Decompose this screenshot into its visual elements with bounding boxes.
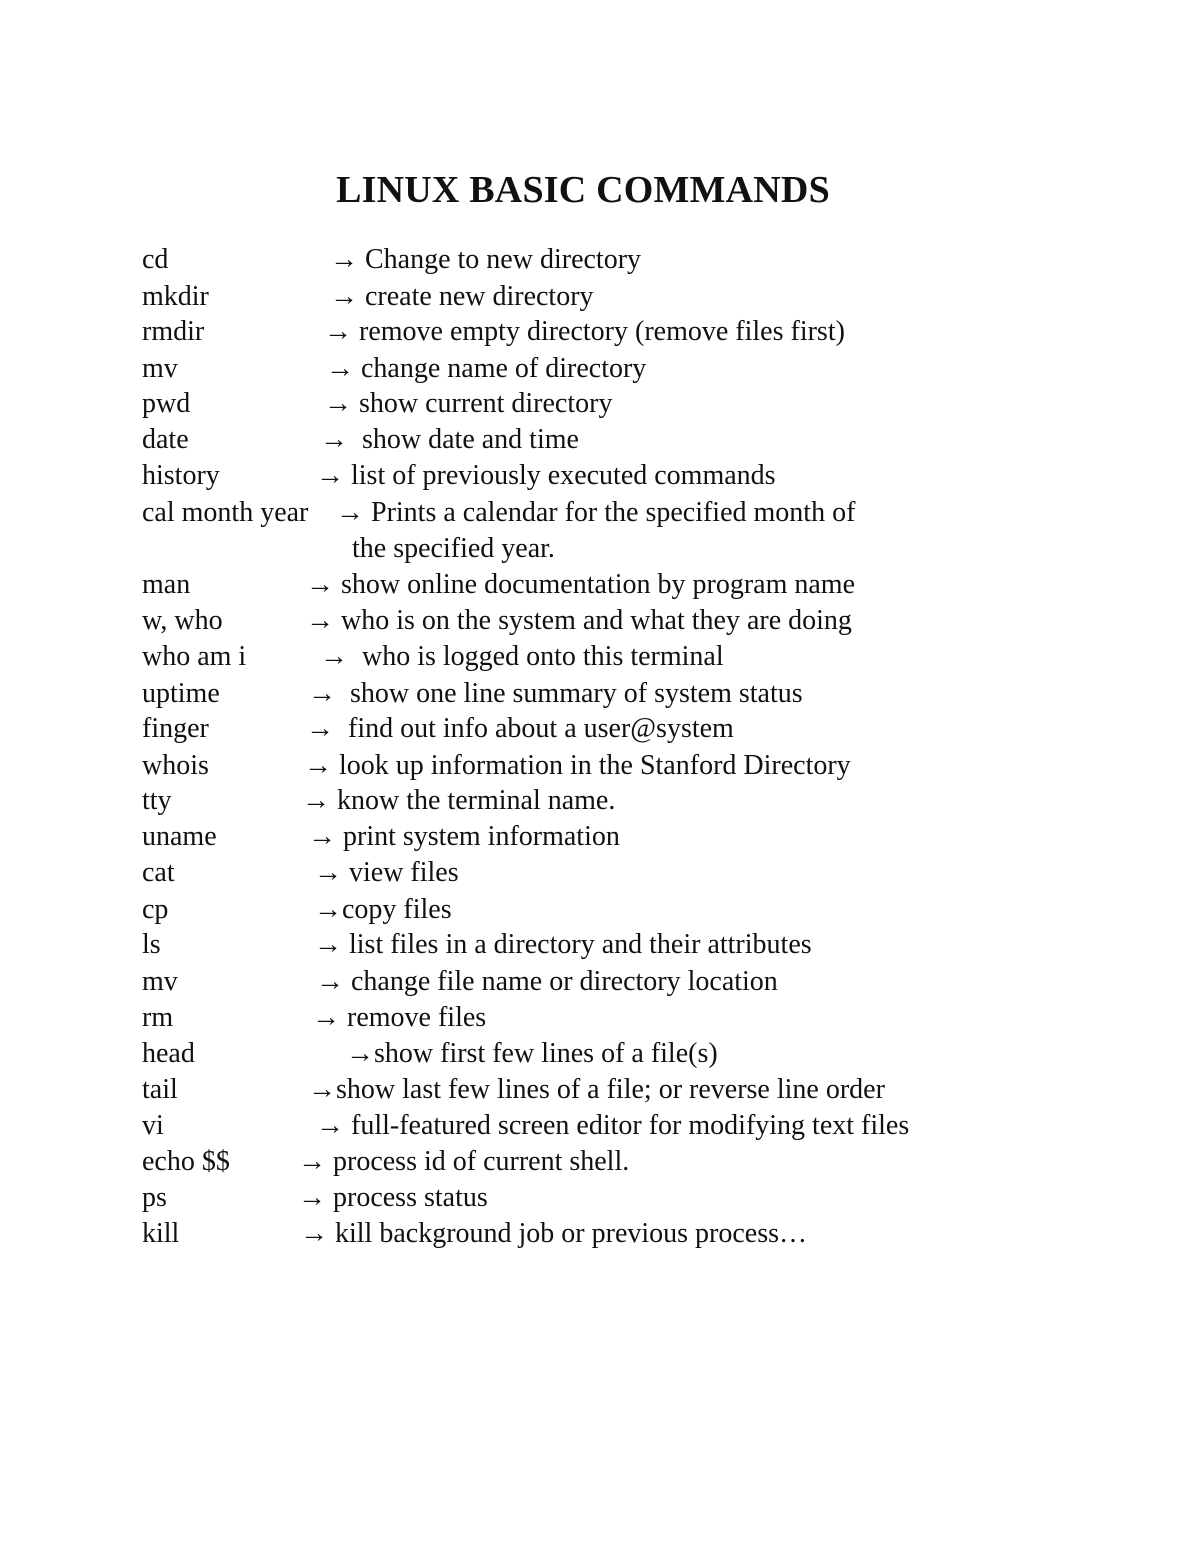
command-description: → who is on the system and what they are doing: [306, 605, 852, 636]
command-name: vi: [142, 1110, 164, 1141]
command-description: the specified year.: [352, 533, 555, 564]
command-name: pwd: [142, 388, 191, 419]
command-name: date: [142, 424, 189, 455]
command-description: → look up information in the Stanford Directory: [304, 750, 851, 781]
command-name: cd: [142, 244, 169, 275]
command-name: who am i: [142, 641, 247, 672]
command-name: cp: [142, 894, 169, 925]
command-description: → view files: [314, 857, 459, 888]
command-description: → remove empty directory (remove files first): [324, 316, 845, 347]
command-name: rm: [142, 1002, 174, 1033]
command-description: →show last few lines of a file; or reverse line order: [308, 1074, 885, 1105]
command-description: → show one line summary of system status: [308, 678, 803, 709]
command-name: head: [142, 1038, 195, 1069]
command-name: cat: [142, 857, 175, 888]
command-description: → kill background job or previous process…: [300, 1218, 808, 1249]
command-description: → list of previously executed commands: [316, 460, 776, 491]
command-name: uptime: [142, 678, 220, 709]
command-description: → change file name or directory location: [316, 966, 778, 997]
command-description: → remove files: [312, 1002, 487, 1033]
command-name: mv: [142, 353, 178, 384]
command-description: →copy files: [314, 894, 452, 925]
command-name: man: [142, 569, 191, 600]
command-name: rmdir: [142, 316, 205, 347]
command-name: tty: [142, 785, 172, 816]
command-name: mv: [142, 966, 178, 997]
command-description: → Prints a calendar for the specified month of: [336, 497, 856, 528]
command-description: → list files in a directory and their attributes: [314, 929, 812, 960]
command-name: w, who: [142, 605, 223, 636]
command-description: → who is logged onto this terminal: [320, 641, 724, 672]
command-description: → process status: [298, 1182, 488, 1213]
command-name: finger: [142, 713, 209, 744]
command-name: uname: [142, 821, 217, 852]
command-name: kill: [142, 1218, 180, 1249]
command-description: → Change to new directory: [330, 244, 642, 275]
command-description: →show first few lines of a file(s): [346, 1038, 718, 1069]
command-name: tail: [142, 1074, 178, 1105]
command-description: → know the terminal name.: [302, 785, 616, 816]
command-name: whois: [142, 750, 209, 781]
command-description: → show online documentation by program name: [306, 569, 855, 600]
command-description: → create new directory: [330, 281, 594, 312]
command-description: → process id of current shell.: [298, 1146, 630, 1177]
command-description: → print system information: [308, 821, 620, 852]
command-name: echo $$: [142, 1146, 230, 1177]
command-description: → find out info about a user@system: [306, 713, 734, 744]
page-title: LINUX BASIC COMMANDS: [336, 169, 830, 211]
command-description: → full-featured screen editor for modifying text files: [316, 1110, 910, 1141]
command-description: → change name of directory: [326, 353, 647, 384]
command-name: mkdir: [142, 281, 209, 312]
command-description: → show date and time: [320, 424, 579, 455]
command-name: cal month year: [142, 497, 309, 528]
command-name: ps: [142, 1182, 167, 1213]
command-description: → show current directory: [324, 388, 613, 419]
command-name: ls: [142, 929, 161, 960]
command-name: history: [142, 460, 220, 491]
